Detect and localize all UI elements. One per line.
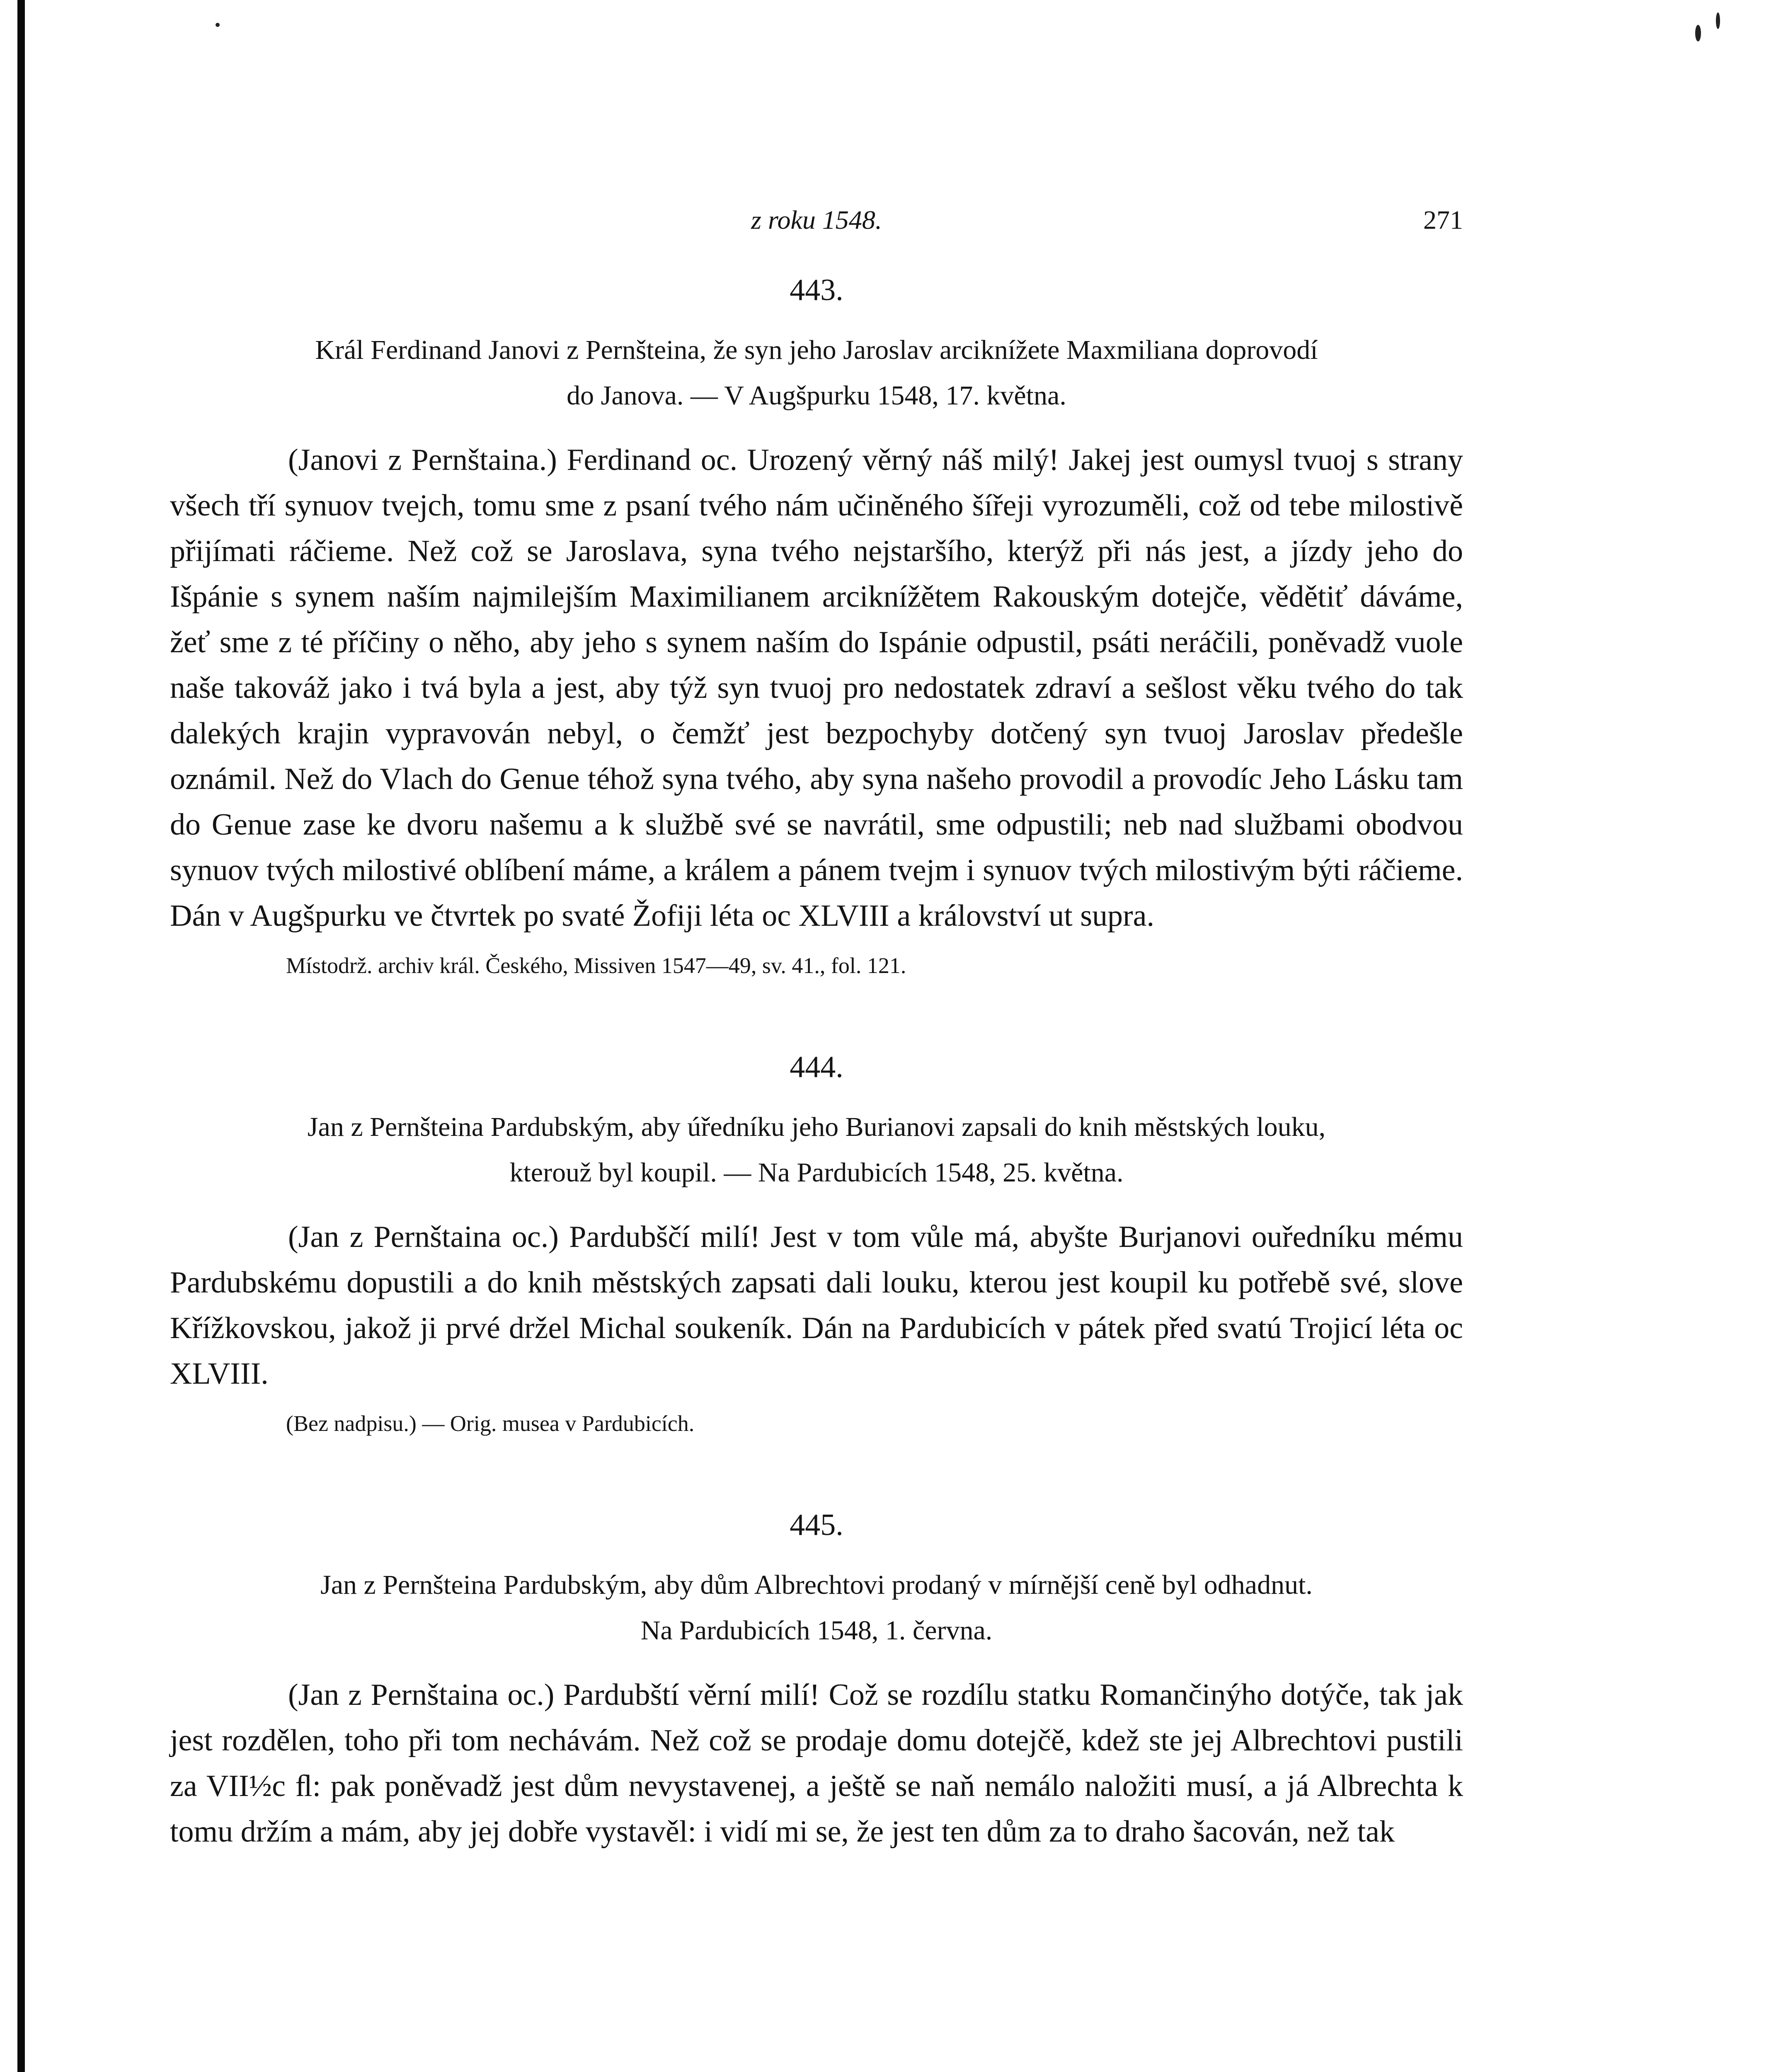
summary-line: Král Ferdinand Janovi z Pernšteina, že syn jeho Jaroslav arciknížete Maxmiliana doprovodí [315, 335, 1318, 365]
book-page [170, 178, 1463, 1854]
source-citation: Místodrž. archiv král. Českého, Missiven 1547—49, sv. 41., fol. 121. [286, 953, 906, 978]
document-text: (Janovi z Pernštaina.) Ferdinand oc. Urozený věrný náš milý! Jakej jest oumysl tvuoj s strany všech tří synuov tvejch, tomu sme z psaní tvého nám učiněného šířeji vyrozuměli, což od tebe milostivě přijímati ráčieme. Než což se Jaroslava, syna tvého nejstaršího, kterýž při nás jest, a jízdy jeho do Išpánie s synem naším najmilejším Maximilianem arciknížětem Rakouským dotejče, vědětiť dáváme, žeť sme z té příčiny o něho, aby jeho s synem naším do Ispánie odpustil, psáti neráčili, poněvadž vuole naše takováž jako i tvá byla a jest, aby týž syn tvuoj pro nedostatek zdraví a sešlost věku tvého do tak dalekých krajin vypravován nebyl, o čemžť jest bezpochyby dotčený syn tvuoj Jaroslav předešle oznámil. Než do Vlach do Genue téhož syna tvého, aby syna našeho provodil a provodíc Jeho Lásku tam do Genue zase ke dvoru našemu a k službě své se navrátil, sme odpustili; neb nad službami obodvou synuov tvých milostivé oblíbení máme, a králem a pánem tvejm i synuov tvých milostivým býti ráčieme. Dán v Augšpurku ve čtvrtek po svaté Žofiji léta oc XLVIII a království ut supra. [170, 443, 1463, 933]
document-445 [170, 1504, 1463, 1854]
document-summary [170, 1104, 1463, 1196]
summary-line: do Janova. — V Augšpurku 1548, 17. května. [567, 380, 1066, 411]
document-444 [170, 1046, 1463, 1442]
summary-line: Na Pardubicích 1548, 1. června. [640, 1615, 993, 1646]
summary-line: Jan z Pernšteina Pardubským, aby dům Albrechtovi prodaný v mírnější ceně byl odhadnut. [320, 1570, 1313, 1600]
summary-line: Jan z Pernšteina Pardubským, aby úředníku jeho Burianovi zapsali do knih městských louku, [307, 1112, 1326, 1142]
document-443 [170, 269, 1463, 984]
source-citation: (Bez nadpisu.) — Orig. musea v Pardubicích. [286, 1411, 695, 1436]
scan-speck [1716, 12, 1720, 29]
document-text: (Jan z Pernštaina oc.) Pardubščí milí! Jest v tom vůle má, abyšte Burjanovi ouředníku mému Pardubskému dopustili a do knih městských zapsati dali louku, kterou jest koupil ku potřebě své, slove Křížkovskou, jakož ji prvé držel Michal soukeník. Dán na Pardubicích v pátek před svatú Trojicí léta oc XLVIII. [170, 1220, 1463, 1391]
scan-speck [1695, 25, 1701, 41]
document-number: 445. [790, 1508, 843, 1542]
page-number: 271 [1423, 205, 1463, 235]
document-summary [170, 327, 1463, 419]
running-head [170, 178, 1463, 240]
running-title: z roku 1548. [751, 205, 882, 235]
scan-speck [216, 23, 220, 27]
document-summary [170, 1562, 1463, 1653]
summary-line: kterouž byl koupil. — Na Pardubicích 1548, 25. května. [509, 1157, 1124, 1188]
document-number: 443. [790, 273, 843, 307]
document-number: 444. [790, 1050, 843, 1084]
document-text: (Jan z Pernštaina oc.) Pardubští věrní milí! Což se rozdílu statku Romančinýho dotýče, tak jak jest rozdělen, toho při tom nechávám. Než což se prodaje domu dotejčě, kdež ste jej Albrechtovi pustili za VII½c ﬂ: pak poněvadž jest dům nevystavenej, a ještě se naň nemálo naložiti musí, a já Albrechta k tomu držím a mám, aby jej dobře vystavěl: i vidí mi se, že jest ten dům za to draho šacován, než tak [170, 1678, 1463, 1849]
